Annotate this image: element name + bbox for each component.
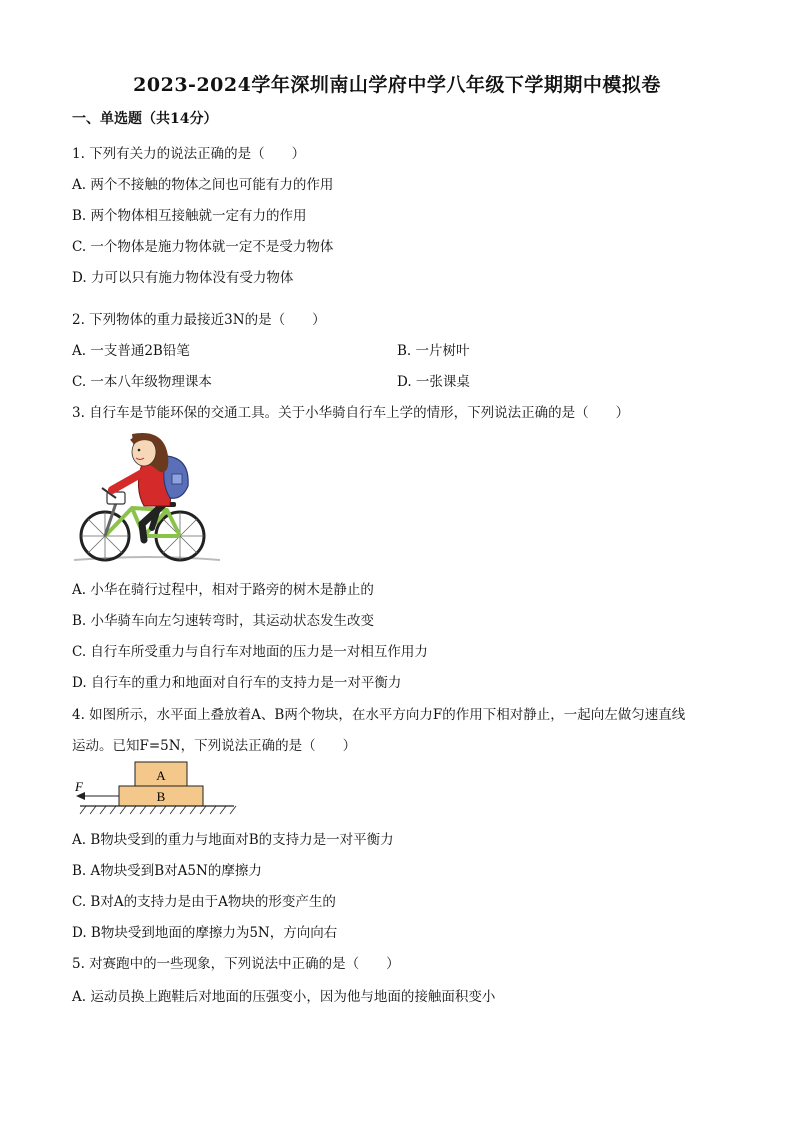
q3-option-d: D. 自行车的重力和地面对自行车的支持力是一对平衡力: [72, 675, 402, 691]
q1-stem: 1. 下列有关力的说法正确的是（ ）: [72, 146, 306, 162]
q1-option-d: D. 力可以只有施力物体没有受力物体: [72, 270, 294, 286]
q5-stem: 5. 对赛跑中的一些现象，下列说法中正确的是（ ）: [72, 956, 400, 972]
q4-stem-line1: 4. 如图所示，水平面上叠放着A、B两个物块，在水平方向力F的作用下相对静止，一起向左做匀速直线: [72, 707, 686, 723]
q2-option-a: A. 一支普通2B铅笔: [72, 343, 190, 359]
q2-option-d: D. 一张课桌: [397, 374, 470, 390]
q4-stem-line2: 运动。已知F=5N，下列说法正确的是（ ）: [72, 738, 357, 754]
page-title: 2023-2024学年深圳南山学府中学八年级下学期期中模拟卷: [133, 74, 661, 96]
q4-option-b: B. A物块受到B对A5N的摩擦力: [72, 863, 262, 879]
q2-option-b: B. 一片树叶: [397, 343, 470, 359]
q3-stem: 3. 自行车是节能环保的交通工具。关于小华骑自行车上学的情形，下列说法正确的是（ ）: [72, 405, 630, 421]
q5-option-a: A. 运动员换上跑鞋后对地面的压强变小，因为他与地面的接触面积变小: [72, 989, 496, 1005]
block-b-label: B: [156, 789, 166, 804]
section-heading: 一、单选题（共14分）: [72, 111, 218, 127]
blocks-diagram: [72, 760, 242, 822]
q4-option-c: C. B对A的支持力是由于A物块的形变产生的: [72, 894, 336, 910]
block-a-label: A: [156, 768, 166, 783]
q4-option-d: D. B物块受到地面的摩擦力为5N，方向向右: [72, 925, 338, 941]
ground-hatch: [80, 806, 236, 814]
q1-option-a: A. 两个不接触的物体之间也可能有力的作用: [72, 177, 334, 193]
q4-option-a: A. B物块受到的重力与地面对B的支持力是一对平衡力: [72, 832, 394, 848]
q3-option-a: A. 小华在骑行过程中，相对于路旁的树木是静止的: [72, 582, 374, 598]
force-label: F: [75, 779, 83, 794]
q2-option-c: C. 一本八年级物理课本: [72, 374, 212, 390]
q3-option-c: C. 自行车所受重力与自行车对地面的压力是一对相互作用力: [72, 644, 428, 660]
q2-stem: 2. 下列物体的重力最接近3N的是（ ）: [72, 312, 326, 328]
q3-option-b: B. 小华骑车向左匀速转弯时，其运动状态发生改变: [72, 613, 375, 629]
cyclist-illustration: [72, 428, 222, 568]
q1-option-b: B. 两个物体相互接触就一定有力的作用: [72, 208, 307, 224]
q1-option-c: C. 一个物体是施力物体就一定不是受力物体: [72, 239, 334, 255]
